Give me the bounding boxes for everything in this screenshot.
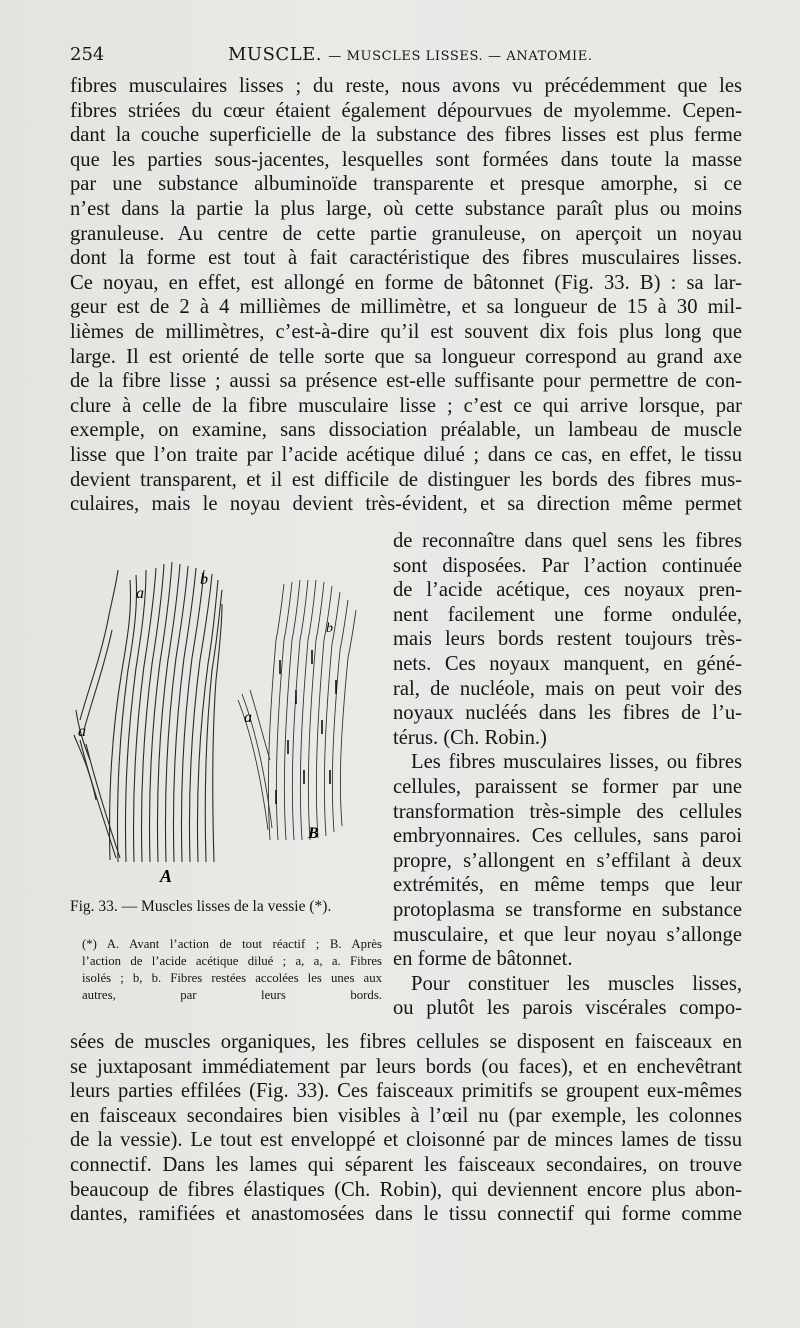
text-line: Les fibres musculaires lisses, ou fibres bbox=[411, 751, 742, 774]
text-line: dant la couche superficielle de la substance des fibres lisses est plus ferme bbox=[70, 124, 742, 147]
text-line: lièmes de millimètres, c’est-à-dire qu’il est souvent dix fois plus long que bbox=[70, 320, 742, 343]
text-line: de reconnaître dans quel sens les fibres bbox=[393, 530, 742, 552]
text-line: se juxtaposant immédiatement par leurs bords (ou faces), et en enchevêtrant bbox=[70, 1055, 742, 1078]
text-line: de la fibre lisse ; aussi sa présence est-elle suffisante pour permettre de con- bbox=[70, 370, 742, 393]
body-text-top bbox=[70, 74, 742, 517]
figure-label-a-top: a bbox=[136, 585, 144, 602]
footnote-line: isolés ; b, b. Fibres restées accolées les unes aux bbox=[82, 971, 382, 985]
running-title-main: MUSCLE. bbox=[228, 44, 323, 65]
text-line: granuleuse. Au centre de cette partie granuleuse, on aperçoit un noyau bbox=[70, 222, 742, 245]
footnote-line: l’action de l’acide acétique dilué ; a, a, a. Fibres bbox=[82, 954, 382, 968]
body-text-bottom bbox=[70, 1030, 742, 1227]
text-line: dantes, ramifiées et anastomosées dans le tissu connectif qui forme comme bbox=[70, 1203, 742, 1226]
figure-label-a-left: a bbox=[78, 723, 86, 740]
figure-label-A: A bbox=[160, 866, 173, 886]
text-line: n’est dans la partie la plus large, où cette substance paraît plus ou moins bbox=[70, 197, 742, 220]
text-line: Ce noyau, en effet, est allongé en forme de bâtonnet (Fig. 33. B) : sa lar- bbox=[70, 271, 742, 294]
text-line: cellules, paraissent se former par une bbox=[393, 775, 742, 798]
text-line: clure à celle de la fibre musculaire lisse ; c’est ce qui arrive lorsque, par bbox=[70, 394, 742, 417]
text-line: ral, de nucléole, mais on peut voir des bbox=[393, 677, 742, 700]
text-line: propre, s’allongent en s’effilant à deux bbox=[393, 849, 742, 872]
text-line: nets. Ces noyaux manquent, en géné- bbox=[393, 652, 742, 675]
text-line: musculaire, et que leur noyau s’allonge bbox=[393, 923, 742, 946]
text-line: de l’acide acétique, ces noyaux pren- bbox=[393, 579, 742, 602]
text-line: mais leurs bords restent toujours très- bbox=[393, 628, 742, 651]
running-header bbox=[70, 44, 742, 70]
figure-footnote bbox=[82, 936, 382, 1004]
page-number: 254 bbox=[70, 44, 105, 65]
footnote-line: (*) A. Avant l’action de tout réactif ; B. Après bbox=[82, 937, 382, 951]
figure-label-b-A: b bbox=[200, 571, 208, 588]
text-line: leurs parties effilées (Fig. 33). Ces faisceaux primitifs se groupent eux-mêmes bbox=[70, 1080, 742, 1103]
text-line: noyaux nucléés dans les fibres de l’u- bbox=[393, 702, 742, 725]
running-title-sub: — MUSCLES LISSES. — ANATOMIE. bbox=[328, 49, 593, 64]
text-line: lisse que l’on traite par l’acide acétique dilué ; dans ce cas, en effet, le tissu bbox=[70, 443, 742, 466]
text-line: en forme de bâtonnet. bbox=[393, 948, 573, 971]
text-line: en faisceaux secondaires bien visibles à l’œil nu (par exemple, les colonnes bbox=[70, 1104, 742, 1127]
text-line: de la vessie). Le tout est enveloppé et cloisonné par de minces lames de tissu bbox=[70, 1129, 742, 1152]
text-line: devient transparent, et il est difficile de distinguer les bords des fibres mus- bbox=[70, 468, 742, 491]
text-line: protoplasma se transforme en substance bbox=[393, 898, 742, 921]
figure-caption: Fig. 33. — Muscles lisses de la vessie (*). bbox=[70, 898, 332, 915]
text-line: connectif. Dans les lames qui séparent les faisceaux secondaires, on trouve bbox=[70, 1153, 742, 1176]
text-line: culaires, mais le noyau devient très-évident, et sa direction même permet bbox=[70, 493, 742, 516]
footnote-line: autres, par leurs bords. bbox=[82, 988, 382, 1002]
text-line: Pour constituer les muscles lisses, bbox=[411, 972, 742, 995]
body-text-right-column bbox=[393, 529, 742, 1021]
text-line: fibres musculaires lisses ; du reste, nous avons vu précédemment que les bbox=[70, 75, 742, 97]
text-line: embryonnaires. Ces cellules, sans paroi bbox=[393, 825, 742, 848]
text-line: nent facilement une forme ondulée, bbox=[393, 603, 742, 626]
figure-label-b-B: b bbox=[326, 621, 333, 636]
text-line: transformation très-simple des cellules bbox=[393, 800, 742, 823]
muscle-fibres-illustration bbox=[70, 540, 386, 896]
text-line: large. Il est orienté de telle sorte que sa longueur correspond au grand axe bbox=[70, 345, 742, 368]
text-line: fibres striées du cœur étaient également dépourvues de myolemme. Cepen- bbox=[70, 99, 742, 122]
text-line: sont disposées. Par l’action continuée bbox=[393, 554, 742, 577]
text-line: beaucoup de fibres élastiques (Ch. Robin), qui deviennent encore plus abon- bbox=[70, 1178, 742, 1201]
text-line: extrémités, en même temps que leur bbox=[393, 874, 742, 897]
text-line: exemple, on examine, sans dissociation préalable, un lambeau de muscle bbox=[70, 419, 742, 442]
text-line: sées de muscles organiques, les fibres cellules se disposent en faisceaux en bbox=[70, 1031, 742, 1053]
text-line: par une substance albuminoïde transparente et presque amorphe, si ce bbox=[70, 173, 742, 196]
text-line: dont la forme est tout à fait caractéristique des fibres musculaires lisses. bbox=[70, 247, 742, 270]
figure-label-B: B bbox=[308, 825, 319, 842]
text-line: geur est de 2 à 4 millièmes de millimètre, et sa longueur de 15 à 30 mil- bbox=[70, 296, 742, 319]
text-line: ou plutôt les parois viscérales compo- bbox=[393, 997, 742, 1020]
text-line: que les parties sous-jacentes, lesquelles sont formées dans toute la masse bbox=[70, 148, 742, 171]
running-title bbox=[228, 44, 593, 65]
text-line: térus. (Ch. Robin.) bbox=[393, 726, 547, 749]
figure-label-a-B: a bbox=[244, 709, 252, 726]
figure-33 bbox=[70, 540, 386, 896]
